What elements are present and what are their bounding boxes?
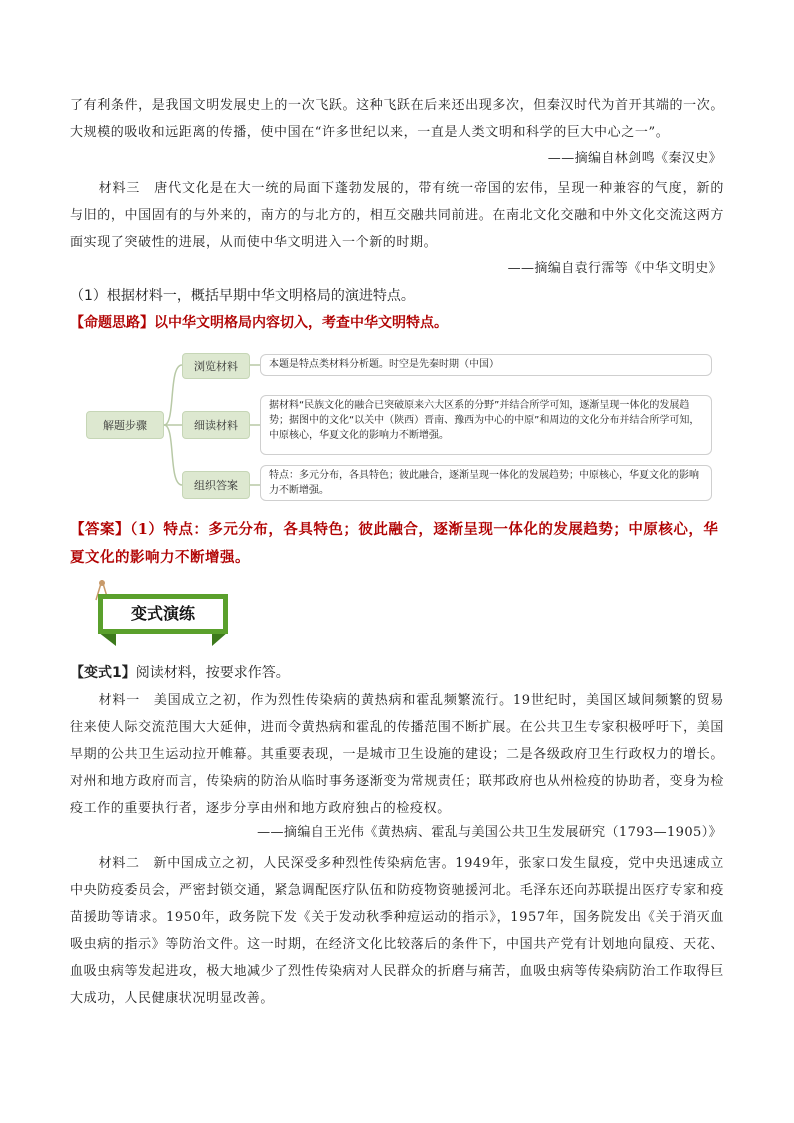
answer-label: 【答案】 — [70, 521, 130, 538]
variant-practice-banner — [94, 580, 234, 650]
idea-label: 【命题思路】 — [70, 315, 154, 331]
source-yuanxingpei: ——摘编自袁行霈等《中华文明史》 — [507, 261, 722, 276]
step-organize-label: 组织答案 — [182, 471, 250, 499]
material-two: 材料二 新中国成立之初，人民深受多种烈性传染病危害。1949年，张家口发生鼠疫，党中央迅速成立中央防疫委员会，严密封锁交通，紧急调配医疗队伍和防疫物资驰援河北。毛泽东还向苏联提出医疗专家和疫苗援助等请求。1950年，政务院下发《关于发动秋季种痘运动的指示》，1957年，国务院发出《关于消灭血吸虫病的指示》等防治文件。这一时期，在经济文化比较落后的条件下，中国共产党有计划地向鼠疫、天花、血吸虫病等发起进攻，极大地减少了烈性传染病对人民群众的折磨与痛苦，血吸虫病等传染病防治工作取得巨大成功，人民健康状况明显改善。 — [70, 856, 724, 1006]
answer-block — [70, 516, 724, 572]
step-browse-label: 浏览材料 — [182, 353, 250, 379]
step-read-label: 细读材料 — [182, 411, 250, 439]
solution-steps-diagram — [86, 350, 716, 500]
idea-text: 以中华文明格局内容切入，考查中华文明特点。 — [154, 315, 448, 331]
step-browse-text: 本题是特点类材料分析题。时空是先秦时期（中国） — [260, 354, 712, 376]
variant-heading — [70, 662, 290, 684]
variant-instruction: 阅读材料，按要求作答。 — [135, 665, 290, 681]
step-read-text: 据材料“民族文化的融合已突破原来六大区系的分野”并结合所学可知，逐渐呈现一体化的发展趋势；据图中的文化“以关中（陕西）晋南、豫西为中心的中原”和周边的文化分布并结合所学可知，中原核心，华夏文化的影响力不断增强。 — [260, 395, 712, 455]
idea-line — [70, 312, 448, 334]
source-wangguangwei: ——摘编自王光伟《黄热病、霍乱与美国公共卫生发展研究（1793—1905）》 — [257, 825, 722, 840]
diagram-root: 解题步骤 — [86, 411, 164, 439]
banner-title: 变式演练 — [130, 604, 195, 623]
step-organize-text: 特点：多元分布，各具特色；彼此融合，逐渐呈现一体化的发展趋势；中原核心，华夏文化的影响力不断增强。 — [260, 465, 712, 501]
question-1: （1）根据材料一，概括早期中华文明格局的演进特点。 — [70, 288, 415, 304]
material-one: 材料一 美国成立之初，作为烈性传染病的黄热病和霍乱频繁流行。19世纪时，美国区域间频繁的贸易往来使人际交流范围大大延伸，进而令黄热病和霍乱的传播范围不断扩展。在公共卫生专家积极呼吁下，美国早期的公共卫生运动拉开帷幕。其重要表现，一是城市卫生设施的建设；二是各级政府卫生行政权力的增长。对州和地方政府而言，传染病的防治从临时事务逐渐变为常规责任；联邦政府也从州检疫的协助者，变身为检疫工作的重要执行者，逐步分享由州和地方政府独占的检疫权。 — [70, 693, 724, 816]
paragraph-top: 了有利条件，是我国文明发展史上的一次飞跃。这种飞跃在后来还出现多次，但秦汉时代为首开其端的一次。大规模的吸收和远距离的传播，使中国在“许多世纪以来，一直是人类文明和科学的巨大中心之一”。 — [70, 98, 724, 140]
source-linjianming: ——摘编自林剑鸣《秦汉史》 — [547, 151, 722, 166]
answer-text: （1）特点：多元分布，各具特色；彼此融合，逐渐呈现一体化的发展趋势；中原核心，华夏文化的影响力不断增强。 — [70, 521, 719, 566]
variant-label: 【变式1】 — [70, 665, 136, 681]
material-three: 材料三 唐代文化是在大一统的局面下蓬勃发展的，带有统一帝国的宏伟，呈现一种兼容的气度，新的与旧的，中国固有的与外来的，南方的与北方的，相互交融共同前进。在南北文化交融和中外文化交流这两方面实现了突破性的进展，从而使中华文明进入一个新的时期。 — [70, 181, 724, 250]
